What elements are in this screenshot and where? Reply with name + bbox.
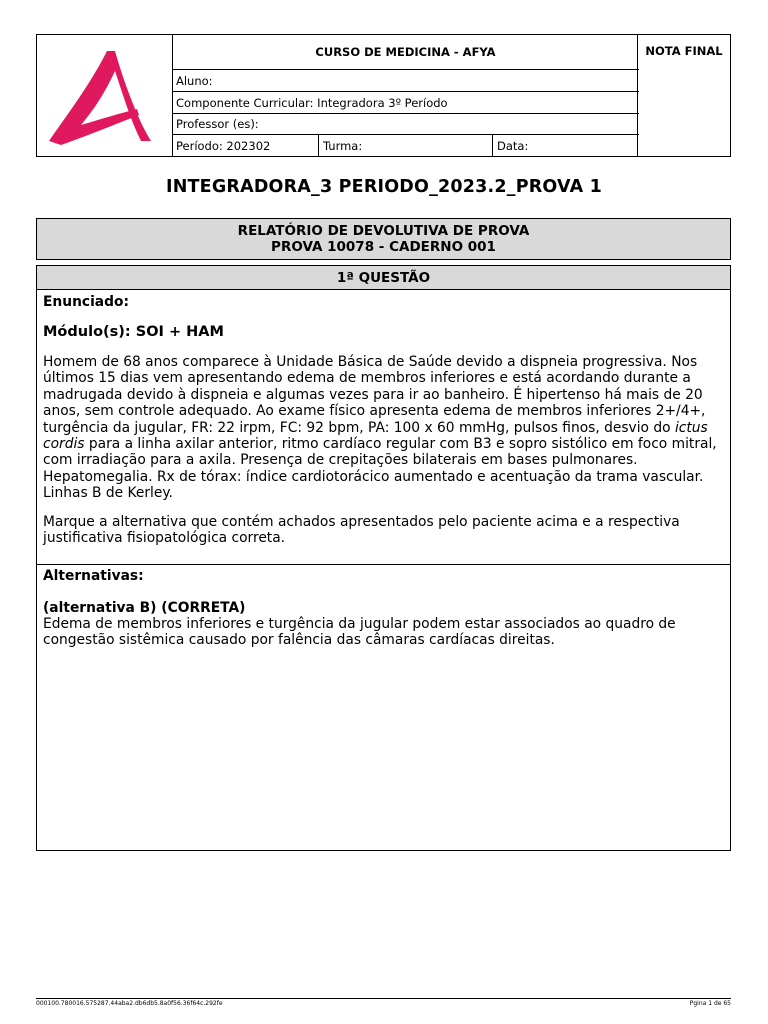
header-rows — [172, 35, 639, 156]
report-header — [36, 218, 731, 260]
nota-final-cell — [637, 35, 730, 156]
report-title: RELATÓRIO DE DEVOLUTIVA DE PROVA — [237, 223, 530, 239]
afya-logo — [41, 41, 167, 151]
modules-label: Módulo(s): SOI + HAM — [43, 324, 224, 340]
logo-cell — [37, 35, 173, 156]
footer-code: 000100.780016.575287.44aba2.db6db5.8a0f56.36f64c.292fe — [36, 1000, 223, 1007]
turma-field: Turma: — [319, 135, 493, 156]
statement-part1: Homem de 68 anos comparece à Unidade Básica de Saúde devido a dispneia progressiva. Nos últimos 15 dias vem apresentando edema de membros inferiores e está acordando durante a madrugada devido à dispneia e algumas vezes para ir ao banheiro. É hipertenso há mais de 20 anos, sem controle adequado. Ao exame físico apresenta edema de membros inferiores 2+/4+, turgência da jugular, FR: 22 irpm, FC: 92 bpm, PA: 100 x 60 mmHg, pulsos finos, desvio do — [43, 354, 706, 436]
question-box — [36, 265, 731, 851]
alternatives-label: Alternativas: — [43, 568, 144, 584]
alternative-b-label: (alternativa B) (CORRETA) — [43, 600, 246, 616]
statement-part2: para a linha axilar anterior, ritmo cardíaco regular com B3 e sopro sistólico em foco mitral, com irradiação para a axila. Presença de crepitações bilaterais em bases pulmonares. Hepatomegalia. Rx de tórax: índice cardiotorácico aumentado e acentuação da trama vascular. Linhas B de Kerley. — [43, 436, 717, 502]
componente-field: Componente Curricular: Integradora 3º Período — [172, 92, 639, 114]
alternative-b-text: Edema de membros inferiores e turgência da jugular podem estar associados ao quadro de congestão sistêmica causado por falência das câmaras cardíacas direitas. — [43, 616, 676, 649]
nota-final-label: NOTA FINAL — [645, 44, 723, 58]
exam-header — [36, 34, 731, 157]
periodo-field: Período: 202302 — [172, 135, 319, 156]
question-instruction: Marque a alternativa que contém achados apresentados pelo paciente acima e a respectiva justificativa fisiopatológica correta. — [43, 514, 680, 547]
statement-italic: ictus cordis — [43, 419, 708, 453]
enunciado-label: Enunciado: — [43, 294, 129, 310]
logo-shape — [49, 51, 151, 145]
question-statement — [43, 354, 727, 502]
report-subtitle: PROVA 10078 - CADERNO 001 — [271, 239, 496, 255]
page-number: Pgina 1 de 65 — [689, 1000, 731, 1007]
info-row — [172, 135, 639, 156]
professor-field: Professor (es): — [172, 114, 639, 135]
section-divider — [37, 564, 730, 565]
footer-divider — [36, 998, 731, 999]
exam-title: INTEGRADORA_3 PERIODO_2023.2_PROVA 1 — [165, 177, 603, 197]
question-heading: 1ª QUESTÃO — [37, 266, 730, 290]
aluno-field: Aluno: — [172, 70, 639, 92]
data-field: Data: — [497, 138, 529, 153]
course-name: CURSO DE MEDICINA - AFYA — [172, 35, 639, 70]
